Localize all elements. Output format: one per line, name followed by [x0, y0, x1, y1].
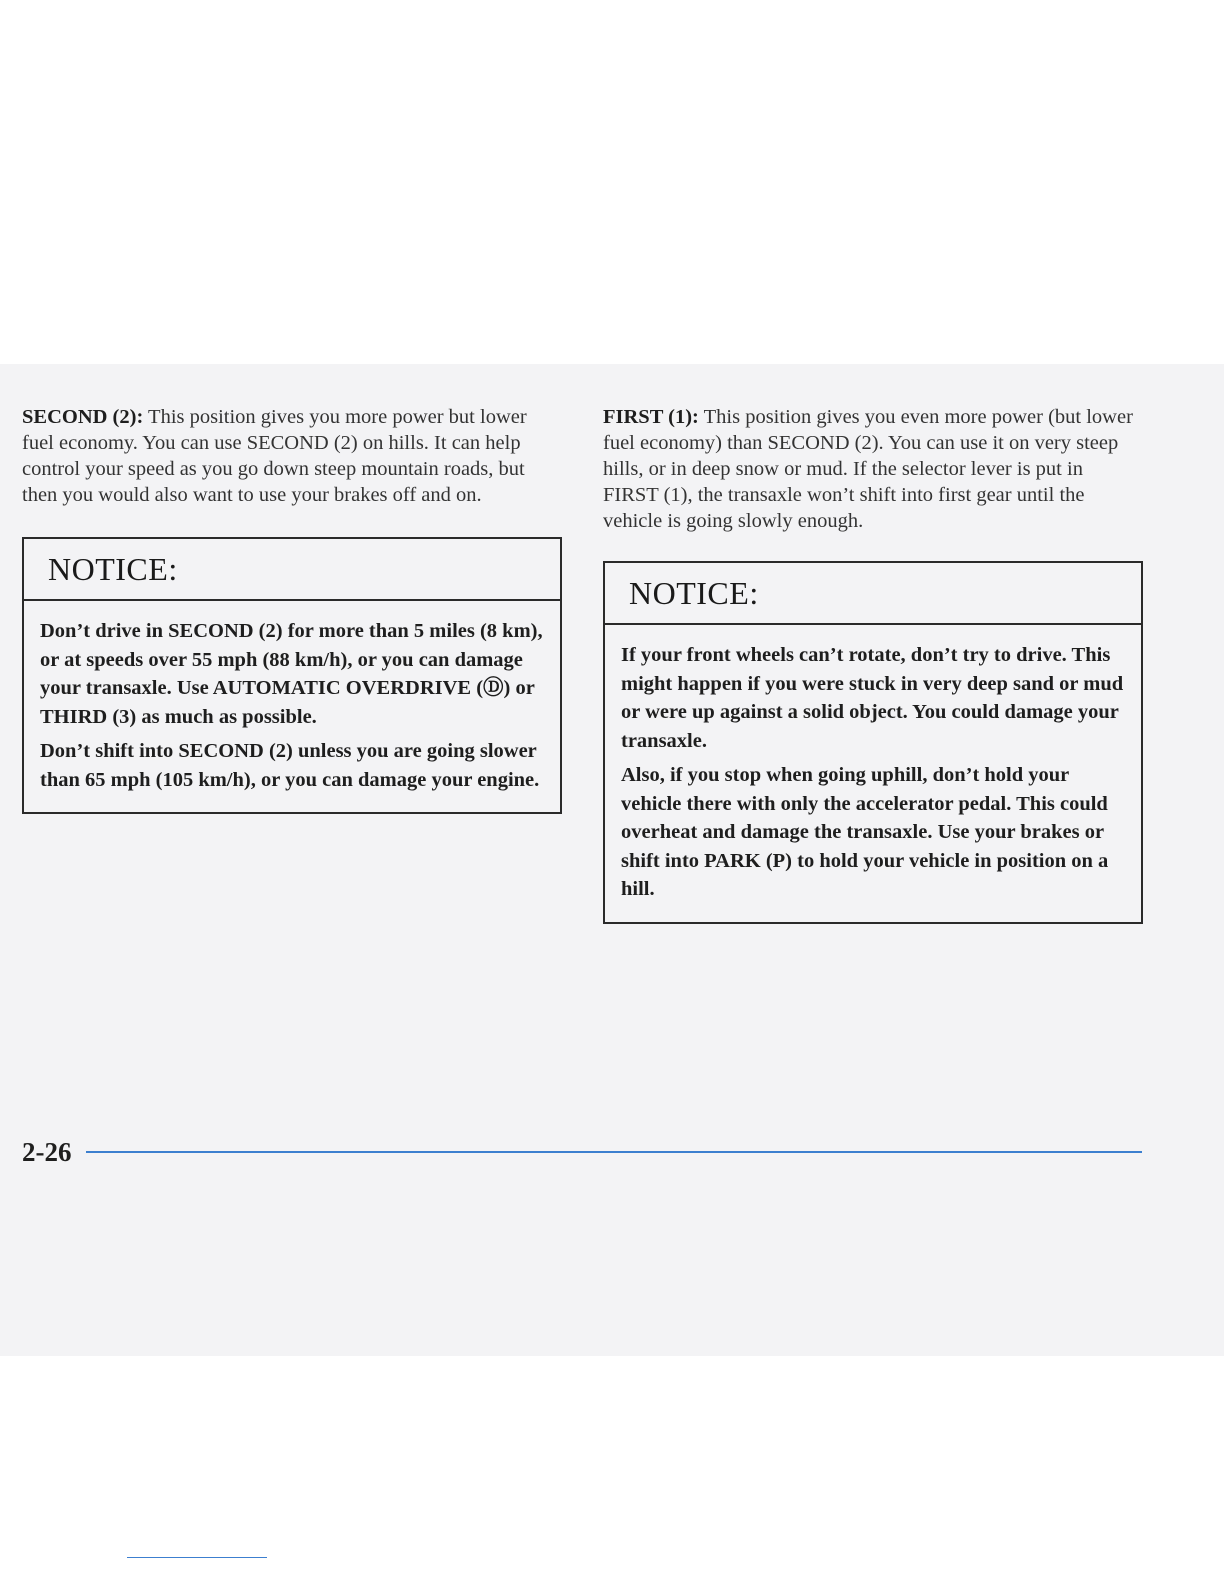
notice-box-first	[603, 561, 1143, 924]
right-column	[603, 404, 1143, 924]
first-gear-paragraph	[603, 404, 1143, 534]
notice-paragraph: Don’t shift into SECOND (2) unless you are going slower than 65 mph (105 km/h), or you can damage your engine.	[40, 740, 540, 791]
page-footer	[22, 1136, 1142, 1168]
second-gear-heading: SECOND (2):	[22, 406, 144, 428]
notice-title: NOTICE:	[605, 563, 1141, 625]
notice-paragraph: Also, if you stop when going uphill, don’t hold your vehicle there with only the accelerator pedal. This could overheat and damage the transaxle. Use your brakes or shift into PARK (P) to hold your vehicle in position on a hill.	[621, 764, 1109, 900]
notice-paragraph: Don’t drive in SECOND (2) for more than 5 miles (8 km), or at speeds over 55 mph (88 km/h), or you can damage your transaxle. Use AUTOMATIC OVERDRIVE (Ⓓ) or THIRD (3) as much as possible.	[40, 620, 543, 728]
second-gear-paragraph	[22, 404, 562, 508]
left-column	[22, 404, 562, 814]
page-number: 2-26	[22, 1137, 72, 1167]
footer-rule	[86, 1151, 1142, 1153]
notice-body	[24, 601, 560, 812]
notice-body	[605, 625, 1141, 922]
notice-title: NOTICE:	[24, 539, 560, 601]
first-gear-text: This position gives you even more power (but lower fuel economy) than SECOND (2). You can use it on very steep hills, or in deep snow or mud. If the selector lever is put in FIRST (1), the transaxle won’t shift into first gear until the vehicle is going slowly enough.	[603, 406, 1133, 532]
second-gear-text: This position gives you more power but lower fuel economy. You can use SECOND (2) on hills. It can help control your speed as you go down steep mountain roads, but then you would also want to use your brakes off and on.	[22, 406, 527, 506]
notice-paragraph: If your front wheels can’t rotate, don’t try to drive. This might happen if you were stuck in very deep sand or mud or were up against a solid object. You could damage your transaxle.	[621, 644, 1124, 752]
first-gear-heading: FIRST (1):	[603, 406, 699, 428]
bottom-mark-line	[127, 1557, 267, 1558]
notice-box-second	[22, 537, 562, 814]
